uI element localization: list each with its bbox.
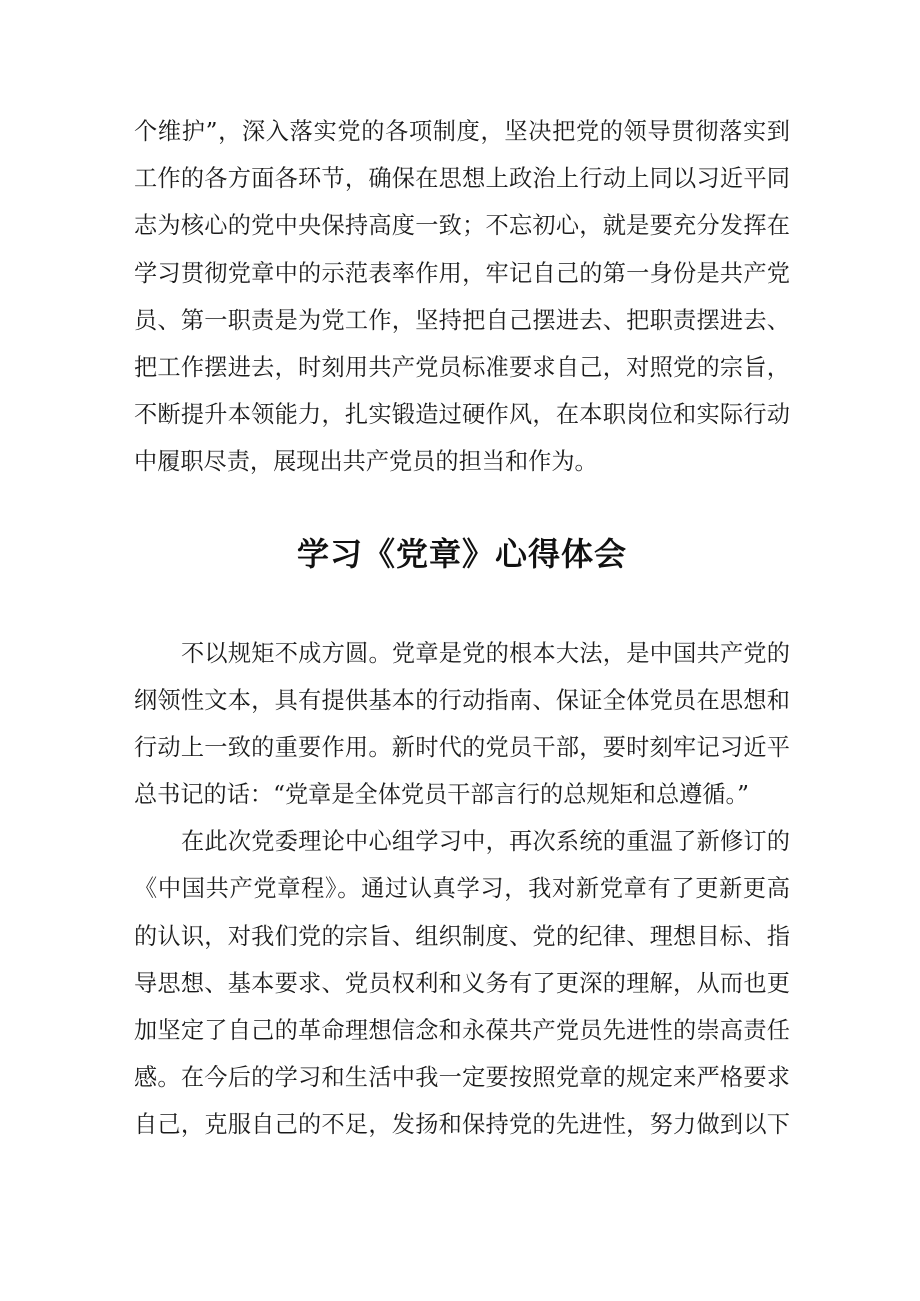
- text-line: 员、第一职责是为党工作，坚持把自己摆进去、把职责摆进去、: [134, 306, 790, 334]
- text-line: 总书记的话：“党章是全体党员干部言行的总规矩和总遵循。”: [134, 781, 749, 809]
- text-line: 个维护”，深入落实党的各项制度，坚决把党的领导贯彻落实到: [134, 118, 790, 145]
- text-line: 不断提升本领能力，扎实锻造过硬作风，在本职岗位和实际行动: [134, 401, 790, 429]
- text-line: 的认识，对我们党的宗旨、组织制度、党的纪律、理想目标、指: [134, 922, 790, 950]
- paragraph-1: [134, 630, 790, 819]
- text-line: 自己，克服自己的不足，发扬和保持党的先进性，努力做到以下: [134, 1111, 790, 1139]
- text-line: 志为核心的党中央保持高度一致；不忘初心，就是要充分发挥在: [134, 212, 790, 240]
- text-line: 纲领性文本，具有提供基本的行动指南、保证全体党员在思想和: [134, 686, 790, 714]
- text-line: 加坚定了自己的革命理想信念和永葆共产党员先进性的崇高责任: [134, 1017, 790, 1044]
- document-page: [134, 108, 790, 1149]
- paragraph-2: [134, 818, 790, 1148]
- text-line: 感。在今后的学习和生活中我一定要按照党章的规定来严格要求: [134, 1064, 790, 1092]
- text-line: 《中国共产党章程》。通过认真学习，我对新党章有了更新更高: [134, 875, 790, 903]
- text-line: 学习贯彻党章中的示范表率作用，牢记自己的第一身份是共产党: [134, 259, 790, 287]
- text-line: 导思想、基本要求、党员权利和义务有了更深的理解，从而也更: [134, 969, 790, 997]
- text-line: 中履职尽责，展现出共产党员的担当和作为。: [134, 448, 598, 476]
- page-title: 学习《党章》心得体会: [296, 534, 627, 573]
- text-line: 在此次党委理论中心组学习中，再次系统的重温了新修订的: [181, 828, 790, 856]
- text-line: 把工作摆进去，时刻用共产党员标准要求自己，对照党的宗旨，: [134, 353, 790, 381]
- text-line: 工作的各方面各环节，确保在思想上政治上行动上同以习近平同: [134, 165, 790, 193]
- continuation-paragraph: [134, 108, 790, 486]
- text-line: 不以规矩不成方圆。党章是党的根本大法，是中国共产党的: [181, 639, 790, 667]
- text-line: 行动上一致的重要作用。新时代的党员干部，要时刻牢记习近平: [134, 733, 790, 761]
